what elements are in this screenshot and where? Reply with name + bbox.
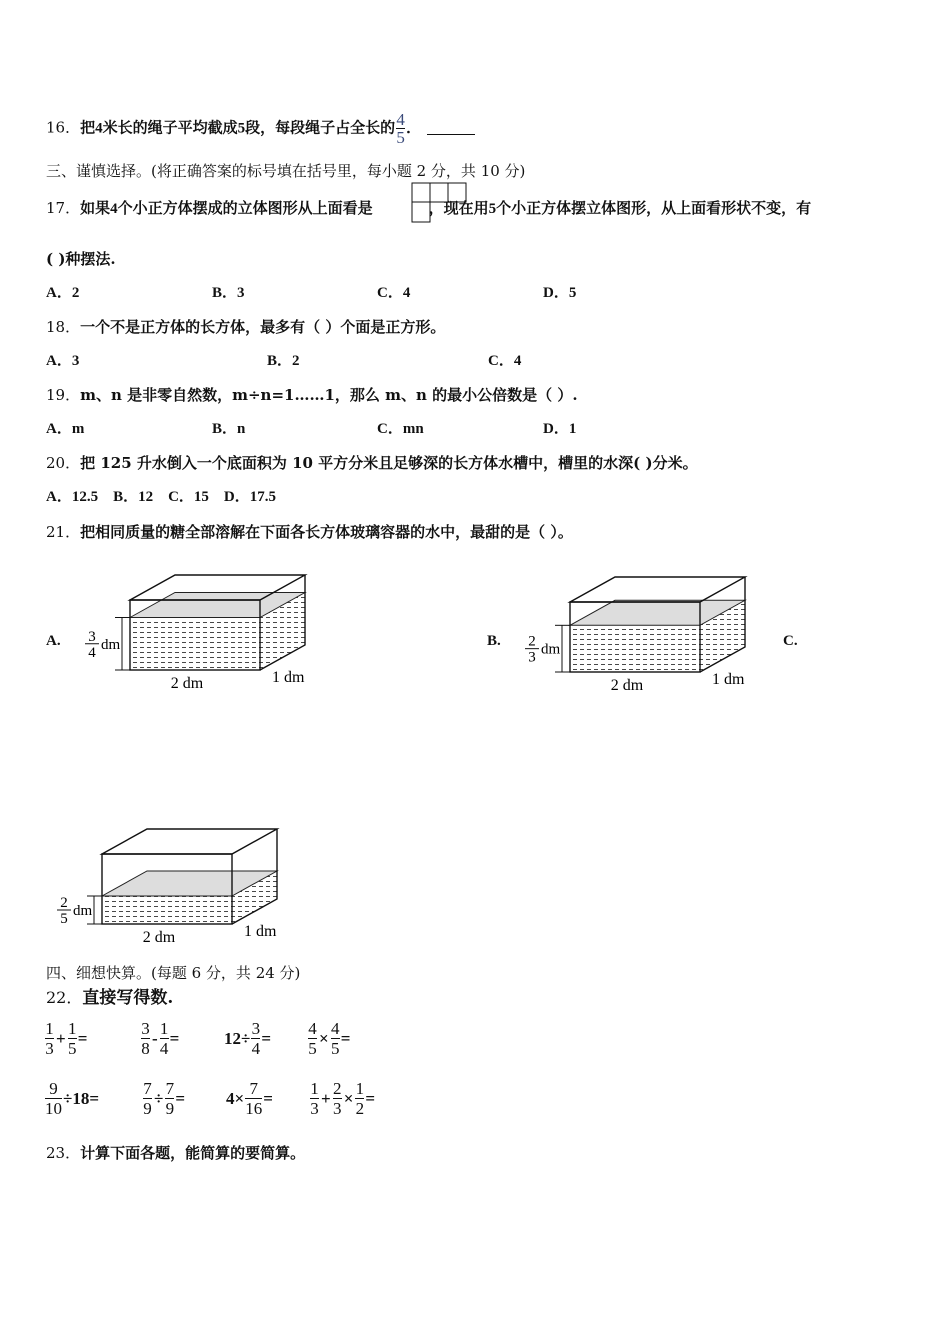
option-a[interactable]: A．3: [46, 353, 80, 369]
question-number: 19．: [46, 386, 81, 404]
height-numerator: 3: [88, 628, 96, 645]
expr-3[interactable]: 12÷ $\frac{3}{4}$ =: [224, 1019, 272, 1058]
box-top: [102, 829, 277, 854]
height-numerator: 2: [528, 633, 536, 650]
question-number: 21．: [46, 523, 81, 541]
question-number: 17．: [46, 199, 81, 217]
question-21: 21．把相同质量的糖全部溶解在下面各长方体玻璃容器的水中，最甜的是（ ）。: [46, 523, 573, 541]
expr-4[interactable]: $\frac{4}{5}$ × $\frac{4}{5}$ =: [308, 1019, 351, 1058]
question-19: 19．m、n 是非零自然数，m÷n=1……1，那么 m、n 的最小公倍数是（ ）.: [46, 386, 578, 404]
label-a[interactable]: A.: [46, 633, 61, 649]
width-label: 1 dm: [272, 669, 305, 686]
container-b-figure: [510, 562, 760, 702]
height-denominator: 4: [88, 644, 96, 661]
top-view-grid-icon: [411, 182, 469, 224]
question-number: 22．: [46, 988, 83, 1007]
question-18: 18．一个不是正方体的长方体，最多有（ ）个面是正方形。: [46, 318, 446, 336]
expr-7[interactable]: 4× $\frac{7}{16}$ =: [226, 1079, 273, 1118]
length-label: 2 dm: [142, 929, 176, 946]
container-c-figure: [42, 814, 292, 954]
question-number: 16．: [46, 118, 81, 137]
box-top: [570, 577, 745, 602]
option-a[interactable]: A．2: [46, 285, 80, 301]
option-c[interactable]: C．4: [377, 285, 411, 301]
container-a-figure: [70, 560, 320, 700]
water-front: [102, 896, 232, 924]
expr-5[interactable]: $\frac{9}{10}$ ÷18=: [45, 1079, 100, 1118]
question-17-line2: ( )种摆法.: [46, 250, 116, 268]
question-number: 23．: [46, 1144, 81, 1162]
question-23: 23．计算下面各题，能简算的要简算。: [46, 1144, 306, 1162]
section-3-heading: 三、谨慎选择。(将正确答案的标号填在括号里，每小题 2 分，共 10 分): [46, 162, 526, 180]
expr-2[interactable]: $\frac{3}{8}$ - $\frac{1}{4}$ =: [141, 1019, 180, 1058]
question-number: 20．: [46, 454, 81, 472]
option-c[interactable]: C．mn: [377, 421, 424, 437]
option-b[interactable]: B．3: [212, 285, 245, 301]
height-unit: dm: [73, 903, 93, 919]
label-c[interactable]: C.: [783, 633, 798, 649]
fraction-4-5: $\frac{4}{5}$: [396, 110, 405, 147]
options-row[interactable]: A．12.5 B．12 C．15 D．17.5: [46, 489, 277, 505]
question-16: 16．把4米长的绳子平均截成5段，每段绳子占全长的 $\frac{4}{5}$ ．: [46, 112, 475, 145]
height-denominator: 3: [528, 649, 536, 666]
question-20: 20．把 125 升水倒入一个底面积为 10 平方分米且足够深的长方体水槽中，槽里的水深( )分米。: [46, 454, 698, 472]
height-numerator: 2: [60, 895, 68, 911]
width-label: 1 dm: [712, 671, 745, 688]
answer-blank[interactable]: [427, 134, 475, 135]
length-label: 2 dm: [610, 677, 644, 694]
question-17: 17．如果4个小正方体摆成的立体图形从上面看是 ，现在用5个小正方体摆立体图形，从上面看形状不变，有: [46, 199, 812, 217]
width-label: 1 dm: [244, 923, 277, 940]
option-b[interactable]: B．n: [212, 421, 246, 437]
option-d[interactable]: D．5: [543, 285, 577, 301]
question-22: 22．直接写得数.: [46, 988, 174, 1008]
option-a[interactable]: A．m: [46, 421, 85, 437]
height-denominator: 5: [60, 911, 68, 927]
height-unit: dm: [541, 641, 561, 658]
expr-8[interactable]: $\frac{1}{3}$ + $\frac{2}{3}$ × $\frac{1}{2}$ =: [310, 1079, 376, 1118]
height-unit: dm: [101, 636, 121, 653]
water-front: [570, 625, 700, 672]
option-b[interactable]: B．2: [267, 353, 300, 369]
option-d[interactable]: D．1: [543, 421, 577, 437]
question-number: 18．: [46, 318, 81, 336]
length-label: 2 dm: [170, 675, 204, 692]
option-c[interactable]: C．4: [488, 353, 522, 369]
water-front: [130, 618, 260, 671]
section-4-heading: 四、细想快算。(每题 6 分，共 24 分): [46, 964, 301, 982]
expr-6[interactable]: $\frac{7}{9}$ ÷ $\frac{7}{9}$ =: [143, 1079, 186, 1118]
expr-1[interactable]: $\frac{1}{3}$ + $\frac{1}{5}$ =: [45, 1019, 88, 1058]
label-b[interactable]: B.: [487, 633, 501, 649]
